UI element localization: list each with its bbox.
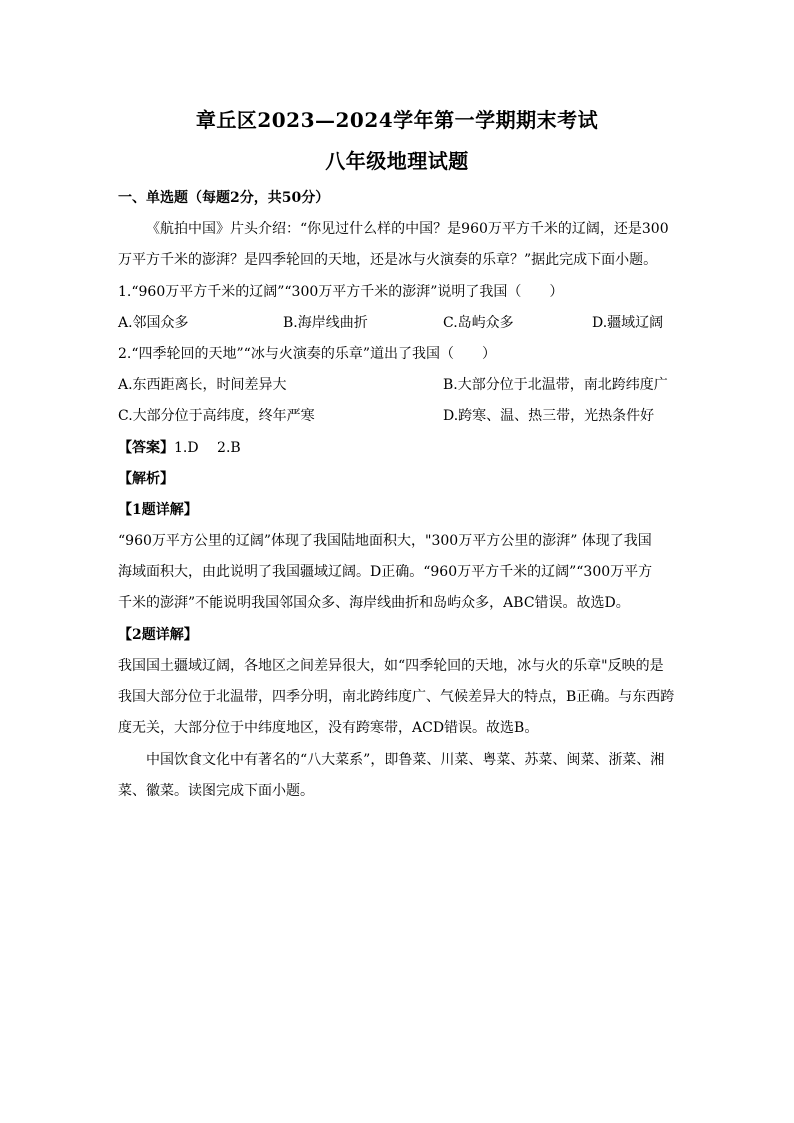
answer-text: 1.D 2.B <box>174 440 241 456</box>
passage-2-line-2: 菜、徽菜。读图完成下面小题。 <box>118 783 314 799</box>
detail-1-line-2: 海域面积大，由此说明了我国疆域辽阔。D正确。“960万平方千米的辽阔”“300万平方 <box>118 564 653 580</box>
detail-2-label: 【2题详解】 <box>118 627 198 643</box>
answer-row <box>118 437 241 457</box>
question-1-option-c: C.岛屿众多 <box>443 315 514 331</box>
detail-2-line-2: 我国大部分位于北温带，四季分明，南北跨纬度广、气候差异大的特点，B正确。与东西跨 <box>118 689 675 705</box>
detail-1-label: 【1题详解】 <box>118 502 198 518</box>
question-1-stem: 1.“960万平方千米的辽阔”“300万平方千米的澎湃”说明了我国（ ） <box>118 284 564 300</box>
question-2-option-a: A.东西距离长，时间差异大 <box>118 377 287 393</box>
passage-2-line-1: 中国饮食文化中有著名的“八大菜系”，即鲁菜、川菜、粤菜、苏菜、闽菜、浙菜、湘 <box>146 752 665 768</box>
exam-title: 章丘区2023—2024学年第一学期期末考试 <box>195 108 599 132</box>
analysis-label: 【解析】 <box>118 471 174 487</box>
question-2-option-c: C.大部分位于高纬度，终年严寒 <box>118 408 315 424</box>
detail-1-line-1: “960万平方公里的辽阔”体现了我国陆地面积大，"300万平方公里的澎湃” 体现了我国 <box>118 533 652 549</box>
detail-1-line-3: 千米的澎湃”不能说明我国邻国众多、海岸线曲折和岛屿众多，ABC错误。故选D。 <box>118 595 630 611</box>
question-1-option-a: A.邻国众多 <box>118 315 189 331</box>
question-2-option-b: B.大部分位于北温带，南北跨纬度广 <box>443 377 668 393</box>
exam-subtitle: 八年级地理试题 <box>325 149 469 173</box>
detail-2-line-3: 度无关，大部分位于中纬度地区，没有跨寒带，ACD错误。故选B。 <box>118 720 539 736</box>
question-2-stem: 2.“四季轮回的天地”“冰与火演奏的乐章”道出了我国（ ） <box>118 346 496 362</box>
question-2-option-d: D.跨寒、温、热三带，光热条件好 <box>443 408 655 424</box>
section-heading: 一、单选题（每题2分，共50分） <box>118 190 330 206</box>
passage-1-line-1: 《航拍中国》片头介绍：“你见过什么样的中国？是960万平方千米的辽阔，还是300 <box>146 221 669 237</box>
question-1-option-d: D.疆域辽阔 <box>592 315 664 331</box>
answer-label: 【答案】 <box>118 440 174 456</box>
passage-1-line-2: 万平方千米的澎湃？是四季轮回的天地，还是冰与火演奏的乐章？”据此完成下面小题。 <box>118 252 658 268</box>
question-1-option-b: B.海岸线曲折 <box>283 315 368 331</box>
detail-2-line-1: 我国国土疆域辽阔，各地区之间差异很大，如“四季轮回的天地，冰与火的乐章"反映的是 <box>118 658 664 674</box>
